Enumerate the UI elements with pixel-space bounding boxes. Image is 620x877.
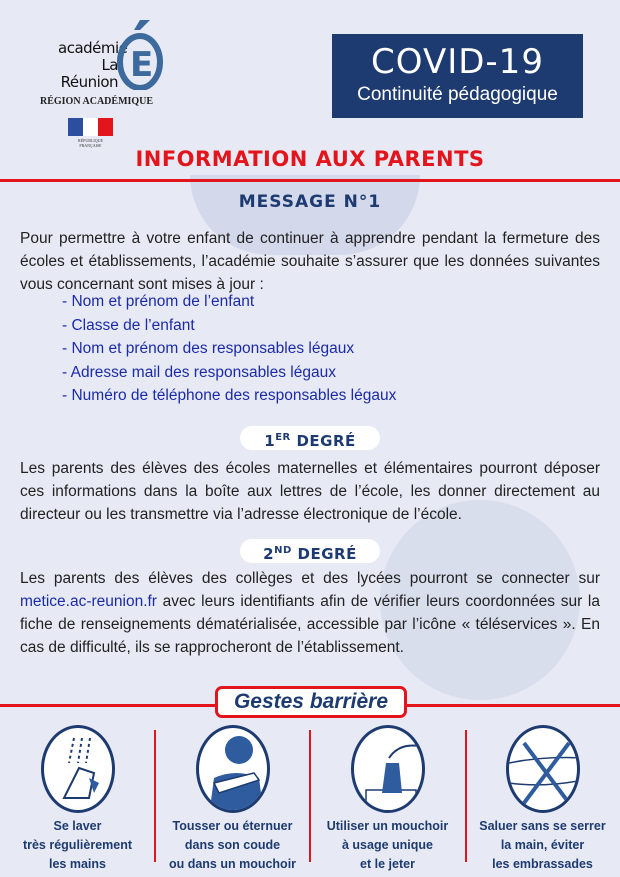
svg-text:E: E [130,45,154,85]
geste-item: Saluer sans se serrer la main, éviter les embrassades [465,725,620,874]
intro-text: Pour permettre à votre enfant de continuer à apprendre pendant la fermeture des écoles et établissements, l’académie souhaite s’assurer que les données suivantes vous concernant sont mises à jour : [20,230,600,293]
degree1-badge: 1ER DEGRÉ [240,426,380,450]
metice-link[interactable]: metice.ac-reunion.fr [20,593,157,610]
degree2-badge: 2ND DEGRÉ [240,539,380,563]
cough-elbow-icon [196,725,270,813]
no-handshake-icon [506,725,580,813]
message-number: MESSAGE N°1 [238,192,382,212]
list-item: - Classe de l’enfant [62,316,195,334]
banner-subtitle: Continuité pédagogique [357,84,558,105]
list-item: - Nom et prénom de l’enfant [62,293,255,310]
page-title: INFORMATION AUX PARENTS [135,147,485,171]
list-item: - Adresse mail des responsables légaux [62,363,336,381]
degree1-text: Les parents des élèves des écoles maternelles et élémentaires pourront déposer ces informations dans la boîte aux lettres de l’école, les donner directement au directeur ou les transmettre via l’adresse électronique de l’école. [20,460,600,523]
degree2-text: Les parents des élèves des collèges et des lycées pourront se connecter sur metice.ac-reunion.fr avec leurs identifiants afin de vérifier leurs coordonnées sur la fiche de renseignements dématérialisée, accessible par l’icône « téléservices ». En cas de difficulté, ils se rapprocheront de l’établissement. [20,570,600,656]
republique-label: RÉPUBLIQUE FRANÇAISE [78,138,103,148]
e-logo-icon [116,18,164,90]
divider [0,179,620,182]
logo-line1: académie [58,39,128,57]
region-label: RÉGION ACADÉMIQUE [40,96,154,107]
geste-item: Utiliser un mouchoir à usage unique et le jeter [310,725,465,874]
list-item: - Numéro de téléphone des responsables légaux [62,387,397,404]
banner-title: COVID-19 [371,42,544,82]
hand-washing-icon [41,725,115,813]
tissue-icon [351,725,425,813]
academie-logo [40,18,180,148]
required-info-list [62,290,396,408]
geste-item: Se laver très régulièrement les mains [0,725,155,874]
geste-item: Tousser ou éternuer dans son coude ou dans un mouchoir [155,725,310,874]
list-item: - Nom et prénom des responsables légaux [62,340,355,357]
covid-banner [332,34,583,118]
gestes-title: Gestes barrière [215,686,407,718]
logo-line2: La Réunion [60,56,118,91]
